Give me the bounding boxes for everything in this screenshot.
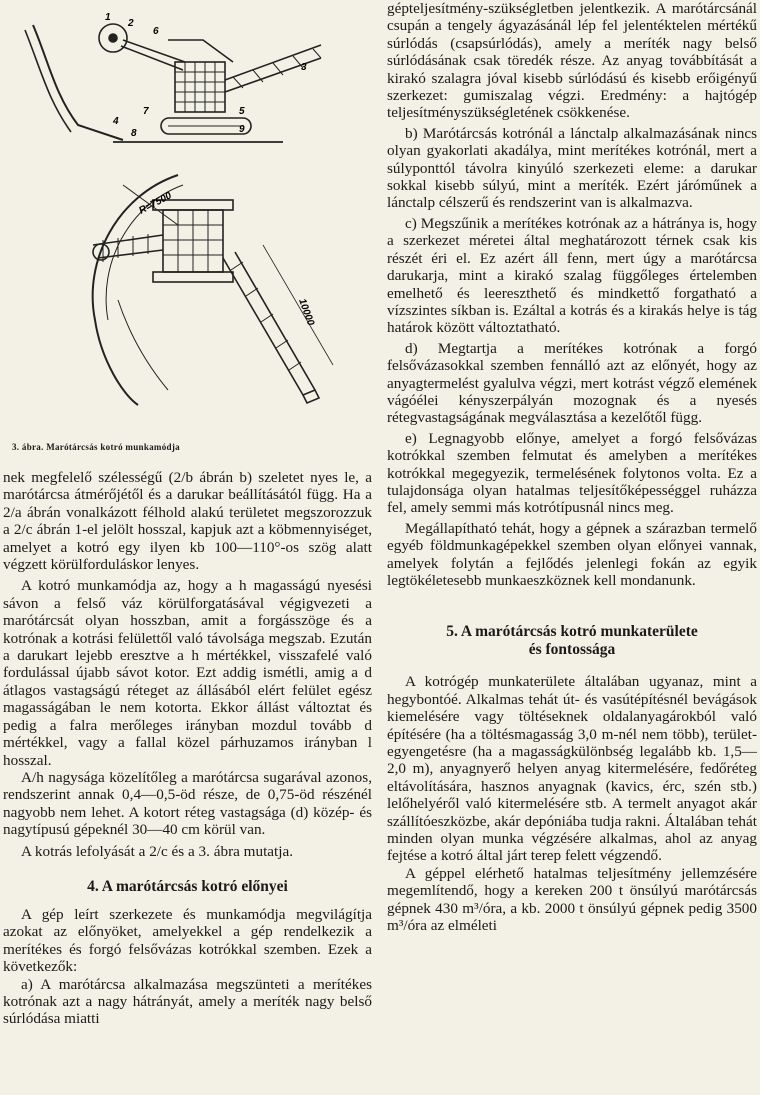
left-paragraph-5: A gép leírt szerkezete és munkamódja megvilágítja azokat az előnyöket, amelyekkel a gép rendelkezik a merítékes és forgó felsővázas kotrókkal szemben. Ezek a következők: [3, 905, 372, 976]
left-paragraph-2: A kotró munkamódja az, hogy a h magasságú nyesési sávon a felső váz körülforgatásával végigvezeti a marótárcsát olyan hosszban, amit a forgásszöge és a kotrónak a kotrási felülettől való távolsága megszab. Ezután a darukart lejebb eresztve a h mértékkel, visszafelé való fordulással újabb sávot kotor. Ezt addig ismétli, amig a d átlagos vastagságú réteget az állásából elért felület egész magasságában le nem kotorta. Ekkor állást változtat és pedig a falra merőleges irányban mozdul tovább d mértékkel, vagy a fallal közel párhuzamos irányban l hosszal. [3, 577, 372, 769]
right-paragraph-2: b) Marótárcsás kotrónál a lánctalp alkalmazásának nincs olyan gyakorlati akadálya, mint merítékes kotrónál, mert a súlyponttól távolra kinyúló szerkezeti eleme: a darukar sokkal kisebb súlyú, mint a meríték. Ezért járóműnek a lánctalp célszerű és rendszerint van is alkalmazva. [387, 124, 757, 212]
radius-label: R=7500 [137, 190, 174, 217]
length-label: 10000 [296, 297, 317, 328]
left-column [3, 0, 372, 1028]
label-1: 1 [105, 12, 111, 23]
left-paragraph-1: nek megfelelő szélességű (2/b ábrán b) szeletet nyes le, a marótárcsa átmérőjétől és a darukar beállításától függ. Ha a 2/a ábrán vonalkázott félhold alakú területet megszorozzuk a 2/c ábrán 1-el jelölt hosszal, kapjuk azt a köbmennyiséget, amelyet a kotró egy ilyen kb 100—110°-os szög alatt végzett körülforduláskor lenyes. [3, 469, 372, 574]
left-paragraph-4: A kotrás lefolyását a 2/c és a 3. ábra mutatja. [21, 842, 294, 860]
right-paragraph-8: A géppel elérhető hatalmas teljesítmény jellemzésére megemlítendő, hogy a kereken 200 t önsúlyú marótárcsás gépnek 430 m³/óra, a kb. 2000 t önsúlyú gépnek pedig 3500 m³/óra az elméleti [387, 864, 757, 935]
label-3: 3 [301, 62, 307, 73]
right-paragraph-4: d) Megtartja a merítékes kotrónak a forgó felsővázasokkal szemben fennálló azt az előnyét, hogy az anyagtermelést gyalulva végzi, mert kotrást végző elemének vágóélei kényszerpályán mozognak és a nyesés rétegvastagságának megválasztása a kezelőtől függ. [387, 339, 757, 427]
figure-caption: 3. ábra. Marótárcsás kotró munkamódja [12, 442, 180, 452]
excavator-figure [3, 0, 372, 440]
right-paragraph-6: Megállapítható tehát, hogy a gépnek a szárazban termelő egyéb földmunkagépekkel szemben olyan előnyei vannak, amelyek folytán a fejlődés jelenlegi fokán az egyik legtökéletesebb munkaeszköznek kell mondanunk. [387, 519, 757, 589]
label-9: 9 [239, 124, 245, 135]
section-5-heading-line-1: 5. A marótárcsás kotró munkaterülete [446, 623, 698, 641]
right-column [387, 0, 757, 935]
section-4-heading: 4. A marótárcsás kotró előnyei [87, 877, 288, 895]
label-8: 8 [131, 128, 137, 139]
right-paragraph-1: gépteljesítmény-szükségletben jelentkezik. A marótárcsánál csupán a tengely ágyazásánál lép fel jelentéktelen mértékű súrlódás (csapsúrlódás), amely a meríték nagy belső súrlódásának csak töredék része. Az anyag továbbítását a kirakó szalagra jóval kisebb súrlódású és kisebb erőigényű szerkezet: gumiszalag végzi. Eredmény: a hajtógép teljesítményszükségletének csökkenése. [387, 0, 757, 122]
left-paragraph-3: A/h nagysága közelítőleg a marótárcsa sugarával azonos, rendszerint annak 0,4—0,5-öd része, de 0,75-öd részénél nagyobb nem lehet. A kotort réteg vastagsága (d) közép- és nagytípusú gépeknél 30—40 cm körül van. [3, 768, 372, 839]
label-6: 6 [153, 26, 159, 37]
right-paragraph-3: c) Megszűnik a merítékes kotrónak az a hátránya is, hogy a szerkezet méretei által meghatározott térnek csak kis részét éri el. Ez azért áll fenn, mert úgy a marótárcsa darukarja, mint a kirakó szalag függőleges értelemben emelhető és leereszthető és mindkettő forgatható a vízszintes síkban is. Ezáltal a kotrás és a kirakás helye is tág határok között változtatható. [387, 214, 757, 337]
label-5: 5 [239, 106, 245, 117]
left-paragraph-6: a) A marótárcsa alkalmazása megszünteti a merítékes kotrónak azt a nagy hátrányát, amely a meríték nagy belső súrlódása miatti [3, 975, 372, 1028]
right-paragraph-7: A kotrógép munkaterülete általában ugyanaz, mint a hegybontóé. Alkalmas tehát út- és vasútépítésnél bevágások kiemelésére vagy töltéseknek oldalanyagárokból való építésére (ha a töltésmagasság 3,0 m-nél nem több), területegyengetésre (ha a magasságkülönbség legalább kb. 1,5—2,0 m), anyagnyerő helyen anyag kitermelésére, fedőréteg eltávolítására, hasznos anyagnak (kavics, érc, szén stb.) lelőhelyéről való kitermelésére stb. A termelt anyagot akár szállítóeszközbe, akár depóniába tudja rakni. Általában tehát minden olyan munka végzésére alkalmas, ahol az anyag fejtése a kotró által járt terep felett végzendő. [387, 673, 757, 865]
label-7: 7 [143, 106, 149, 117]
right-paragraph-5: e) Legnagyobb előnye, amelyet a forgó felsővázas kotrókkal szemben felmutat és amelyben a merítékes kotrókkal megegyezik, termelésének folytonos volta. Ez a tulajdonsága olyan hatalmas teljesítőképességgel ruházza fel, amely semmi más kotrótípusnál nincs meg. [387, 429, 757, 517]
label-4: 4 [113, 116, 119, 127]
section-5-heading-line-2: és fontossága [528, 641, 616, 659]
excavator-drawing [3, 0, 372, 440]
label-2: 2 [128, 18, 134, 29]
